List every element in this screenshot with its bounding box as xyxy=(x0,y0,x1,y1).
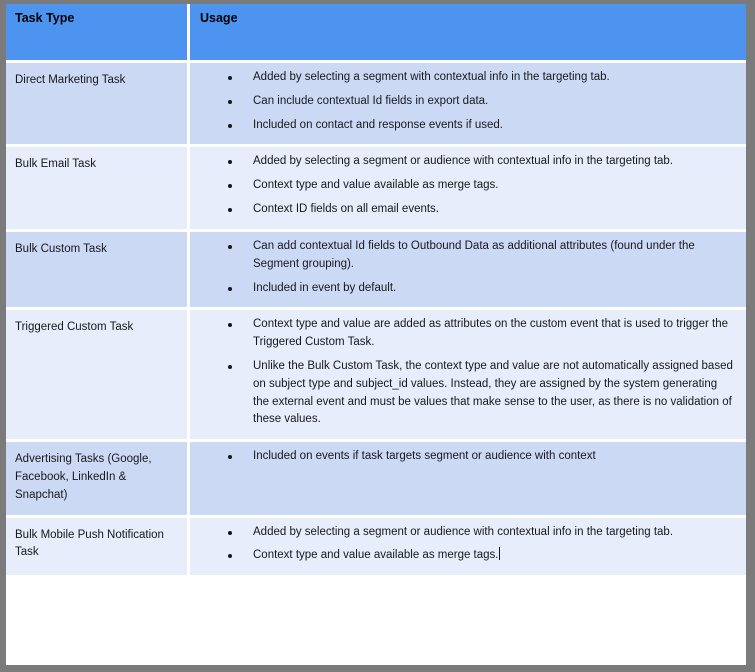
text-cursor-caret xyxy=(499,547,500,560)
usage-bullet-text: Context type and value available as merge tags. xyxy=(253,179,499,192)
usage-bullet-item xyxy=(228,201,736,219)
usage-bullet-text: Context ID fields on all email events. xyxy=(253,203,440,216)
table-row xyxy=(6,442,746,517)
task-type-cell: Bulk Email Task xyxy=(6,147,190,231)
usage-cell xyxy=(190,147,746,231)
table-row xyxy=(6,63,746,147)
usage-bullet-item xyxy=(228,69,736,87)
usage-bullet-text: Context type and value available as merge tags. xyxy=(253,549,499,562)
usage-bullet-text: Can add contextual Id fields to Outbound Data as additional attributes (found under the Segment grouping). xyxy=(253,239,695,270)
usage-bullet-text: Context type and value are added as attributes on the custom event that is used to trigger the Triggered Custom Task. xyxy=(253,318,728,349)
usage-bullet-text: Added by selecting a segment or audience with contextual info in the targeting tab. xyxy=(253,525,674,538)
table-row xyxy=(6,518,746,576)
task-type-usage-table xyxy=(6,4,746,575)
usage-cell xyxy=(190,63,746,147)
usage-bullet-item xyxy=(228,358,736,429)
column-header-usage: Usage xyxy=(190,4,746,63)
usage-cell xyxy=(190,310,746,442)
usage-bullet-item xyxy=(228,153,736,171)
usage-bullet-list xyxy=(190,448,736,466)
usage-cell xyxy=(190,518,746,576)
task-type-cell: Direct Marketing Task xyxy=(6,63,190,147)
task-type-cell: Bulk Mobile Push Notification Task xyxy=(6,518,190,576)
usage-bullet-text: Can include contextual Id fields in export data. xyxy=(253,94,489,107)
usage-bullet-list xyxy=(190,524,736,566)
usage-bullet-text: Included in event by default. xyxy=(253,281,397,294)
table-container xyxy=(6,4,746,665)
task-type-cell: Triggered Custom Task xyxy=(6,310,190,442)
table-header-row xyxy=(6,4,746,63)
usage-bullet-item xyxy=(228,547,736,565)
usage-bullet-item xyxy=(228,316,736,352)
usage-bullet-text: Added by selecting a segment or audience with contextual info in the targeting tab. xyxy=(253,155,674,168)
usage-bullet-item xyxy=(228,117,736,135)
usage-bullet-list xyxy=(190,153,736,218)
table-row xyxy=(6,310,746,442)
usage-cell xyxy=(190,232,746,310)
table-row xyxy=(6,147,746,231)
column-header-task-type: Task Type xyxy=(6,4,190,63)
usage-bullet-list xyxy=(190,238,736,297)
usage-bullet-text: Unlike the Bulk Custom Task, the context type and value are not automatically assigned based on subject type and subject_id values. Instead, they are assigned by the system generating the external event and must be values that make sense to the user, as there is no validation of these values. xyxy=(253,359,733,426)
table-body xyxy=(6,63,746,575)
usage-bullet-item xyxy=(228,524,736,542)
usage-bullet-text: Included on contact and response events if used. xyxy=(253,118,503,131)
usage-bullet-item xyxy=(228,448,736,466)
usage-bullet-list xyxy=(190,316,736,429)
table-header xyxy=(6,4,746,63)
usage-cell xyxy=(190,442,746,517)
usage-bullet-list xyxy=(190,69,736,134)
usage-bullet-text: Included on events if task targets segment or audience with context xyxy=(253,450,596,463)
usage-bullet-item xyxy=(228,93,736,111)
usage-bullet-item xyxy=(228,280,736,298)
task-type-cell: Advertising Tasks (Google, Facebook, LinkedIn & Snapchat) xyxy=(6,442,190,517)
task-type-cell: Bulk Custom Task xyxy=(6,232,190,310)
table-row xyxy=(6,232,746,310)
usage-bullet-item xyxy=(228,238,736,274)
usage-bullet-text: Added by selecting a segment with contextual info in the targeting tab. xyxy=(253,71,610,83)
usage-bullet-item xyxy=(228,177,736,195)
